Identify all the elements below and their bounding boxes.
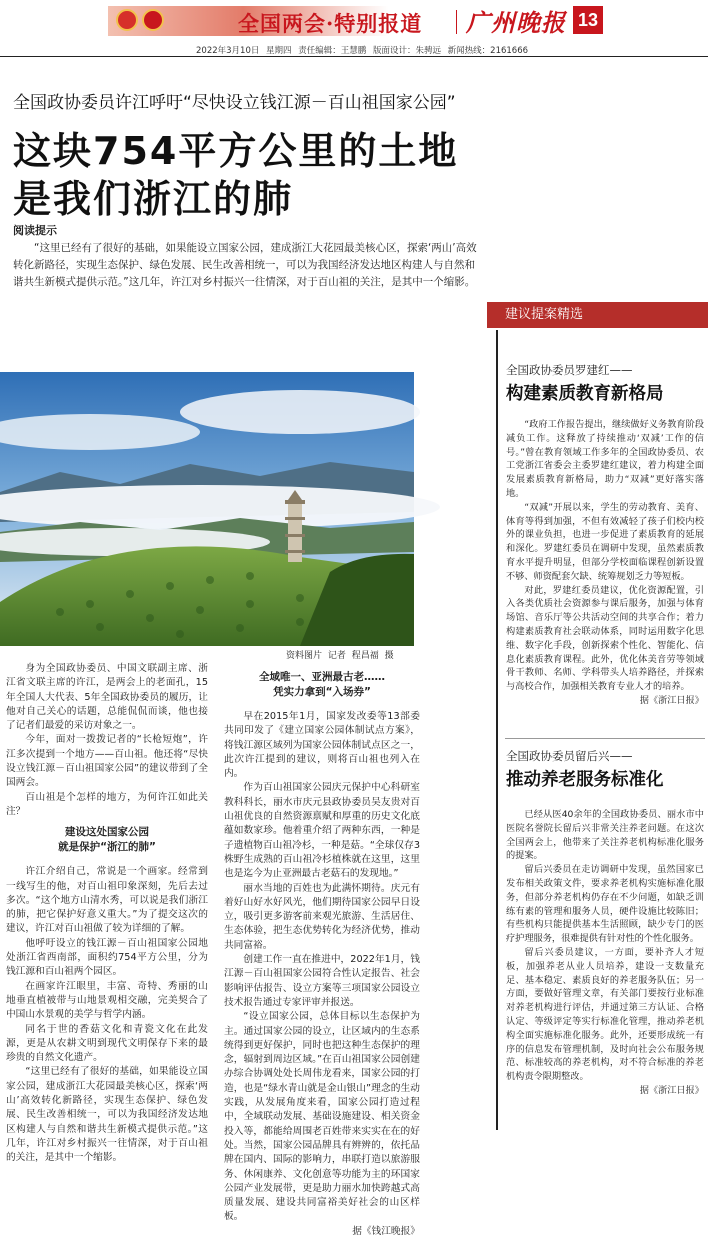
paragraph: “政府工作报告提出，继续做好义务教育阶段减负工作。这释放了持续推动‘双减’工作的信号。”曾在教育领域工作多年的全国政协委员、农工党浙江省委会主委罗建红建议，着力构建全面发展素质教育新格局，助力“双减”更好落实落地。 bbox=[506, 419, 704, 499]
paragraph: 丽水当地的百姓也为此满怀期待。庆元有着好山好水好风光，他们期待国家公园早日设立，吸引更多游客前来观光旅游、生活居住、生态体验，把生态优势转化为经济优势，推动共同富裕。 bbox=[224, 882, 420, 951]
paragraph: “设立国家公园，总体目标以生态保护为主。通过国家公园的设立，让区域内的生态系统得到更好保护，同时也把这种生态保护的理念，辐射到周边区域。”在百山祖国家公园创建办综合协调处处长周伟龙看来，国家公园的打造，也是“绿水青山就是金山银山”理念的生动实践，从发展角度来看，国家公园打造过程中，全域联动发展、基础设施建设、相关资金投入等，都能给周围老百姓带来实实在在的好处。当然，国家公园品牌具有辨辨的，依托品牌在国内、国际的影响力，串联打造以旅游服务、休闲康养、文化创意等功能为主的环国家公园产业发展带，更是助力丽水加快跨越式高质量发展、建设共同富裕美好社会的山区样板。 bbox=[224, 1011, 420, 1223]
source-note: 据《浙江日报》 bbox=[639, 694, 704, 706]
page-number: 13 bbox=[573, 6, 603, 34]
banner-title: 全国两会·特别报道 bbox=[238, 11, 423, 36]
headline-line-2: 是我们浙江的肺 bbox=[13, 177, 294, 221]
paragraph: 百山祖是个怎样的地方，为何许江如此关注？ bbox=[6, 791, 208, 817]
paragraph: 在画家许江眼里，丰富、奇特、秀丽的山地垂直植被带与山地景观相交融，完美契合了中国山水景观的美学与哲学内涵。 bbox=[6, 980, 208, 1021]
paragraph: 早在2015年1月，国家发改委等13部委共同印发了《建立国家公园体制试点方案》，将钱江源区域列为国家公园体制试点区之一，此次许江提到的建议，则将百山祖也列入在内。 bbox=[224, 711, 420, 780]
headline-line-1: 这块754平方公里的土地 bbox=[13, 129, 459, 173]
subheading-line: 建设这处国家公园 bbox=[65, 826, 149, 839]
sidebar-item-1-body bbox=[506, 418, 704, 708]
cppcc-emblem-icon bbox=[142, 9, 164, 31]
newspaper-logo: 广州晚报 bbox=[466, 8, 566, 37]
subheading-line: 凭实力拿到“入场券” bbox=[273, 686, 371, 698]
sidebar-header: 建议提案精选 bbox=[487, 302, 708, 328]
paragraph: 今年，面对一拨拨记者的“长枪短炮”，许江多次提到一个地方——百山祖。他还将“尽快设立钱江源－百山祖国家公园”的建议带到了全国两会。 bbox=[6, 734, 208, 789]
article-kicker: 全国政协委员许江呼吁“尽快设立钱江源－百山祖国家公园” bbox=[13, 93, 456, 113]
national-emblem-icon bbox=[116, 9, 138, 31]
subheading bbox=[6, 825, 208, 855]
issue-info-line: 2022年3月10日 星期四 责任编辑：王慧鹏 版面设计：朱骋远 新闻热线：2161666 bbox=[196, 46, 529, 56]
header-rule bbox=[0, 56, 708, 57]
source-note: 据《浙江日报》 bbox=[639, 1084, 704, 1096]
paragraph: 作为百山祖国家公园庆元保护中心科研室教科科长，丽水市庆元县政协委员吴友贵对百山祖优良的自然资源禀赋和厚重的历史文化底蕴如数家珍。他着重介绍了两种东西，一种是子遗植物百山祖冷杉，一种是菇。“全球仅存3株野生成熟的百山祖冷杉植株就在这里，这里也是迄今为止亚洲最古老菇石的发现地。” bbox=[224, 782, 420, 880]
subheading-line: 就是保护“浙江的肺” bbox=[58, 841, 156, 854]
lead-title: 阅读提示 bbox=[13, 224, 57, 237]
sidebar-item-2-headline: 推动养老服务标准化 bbox=[506, 770, 664, 790]
subheading-line: 全域唯一、亚洲最古老…… bbox=[259, 671, 385, 683]
paragraph: 他呼吁设立的钱江源－百山祖国家公园地处浙江省西南部，面积约754平方公里，分为钱江源和百山祖两个园区。 bbox=[6, 937, 208, 978]
paragraph: 已经从医40余年的全国政协委员、丽水市中医院名誉院长留后兴非常关注养老问题。在这次全国两会上，他带来了关注养老机构标准化服务的提案。 bbox=[506, 809, 704, 862]
mountain-photo bbox=[0, 372, 414, 646]
body-column-2 bbox=[224, 670, 420, 1239]
subheading bbox=[224, 670, 420, 700]
sidebar-item-2-body bbox=[506, 808, 704, 1098]
header-divider bbox=[456, 10, 457, 34]
paragraph: 身为全国政协委员、中国文联副主席、浙江省文联主席的许江，是两会上的老面孔，15年全国人大代表、5年全国政协委员的履历，让他对自己关心的话题，总能侃侃而谈，他也接了记者们最爱的采访对象之一。 bbox=[6, 663, 208, 732]
paragraph: 留后兴委员在走访调研中发现，虽然国家已发布相关政策文件，要求养老机构实施标准化服务，但部分养老机构仍存在不少问题，如缺乏训练有素的管理和服务人员，硬件设施比较陈旧；有些机构只能提供基本生活照顾，缺少专门的医疗护理服务，很难提供有针对性的个性化服务。 bbox=[506, 864, 704, 945]
paragraph: 留后兴委员建议，一方面，要补齐人才短板，加强养老从业人员培养，建设一支数量充足、基本稳定、素质良好的养老服务队伍；另一方面，要做好管理文章，有关部门要按行业标准对养老机构进行评估，并通过第三方认证、合格认定、等级评定等实行标准化管理，推动养老机构全面实施标准化服务。此外，还要形成统一有序的信息发布管理机制，及时向社会公布服务规范、标准较高的养老机构，对不符合标准的养老机构责令限期整改。 bbox=[506, 946, 704, 1083]
pagoda-icon bbox=[285, 490, 305, 562]
paragraph: “双减”开展以来，学生的劳动教育、美育、体育等得到加强，不但有效减轻了孩子们校内校外的课业负担，也进一步促进了素质教育的延展和深化。罗建红委员在调研中发现，虽然素质教育水平提升明显，但部分学校面临课程创新设置不够、师资配套欠缺、统筹规划乏力等短板。 bbox=[506, 501, 704, 582]
sidebar-rule bbox=[496, 330, 498, 1130]
lead-text: “这里已经有了很好的基础，如果能设立国家公园，建成浙江大花园最美核心区，探索‘两山’高效转化新路径，实现生态保护、绿色发展、民生改善相统一，可以为我国经济发达地区构建人与自然和谐共生新模式提供示范。”这几年，许江对乡村振兴一往情深，对于百山祖的关注，是其中一个缩影。 bbox=[13, 242, 477, 288]
sidebar-divider bbox=[505, 738, 705, 739]
paragraph: “这里已经有了很好的基础，如果能设立国家公园，建成浙江大花园最美核心区，探索‘两山’高效转化新路径，实现生态保护、绿色发展、民生改善相统一，可以为我国经济发达地区构建人与自然和谐共生新模式提供示范。”这几年，许江对乡村振兴一往情深，对于百山祖的关注，是其中一个缩影。 bbox=[6, 1066, 208, 1164]
sidebar-item-1-title: 全国政协委员罗建红—— bbox=[506, 363, 633, 377]
paragraph: 许江介绍自己，常说是一个画家。经常到一线写生的他，对百山祖印象深刻，先后去过多次。“这个地方山清水秀，可以说是我们浙江的肺，把它保护好意义重大。”为了提交这次的建议，许江对百山祖做了较为详细的了解。 bbox=[6, 866, 208, 935]
paragraph: 同名于世的香菇文化和青瓷文化在此发源，更是从农耕文明到现代文明保存下来的最珍贵的自然文化遗产。 bbox=[6, 1023, 208, 1064]
masthead bbox=[0, 0, 708, 56]
source-note: 据《钱江晚报》 bbox=[352, 1225, 420, 1237]
paragraph: 对此，罗建红委员建议，优化资源配置，引入各类优质社会资源参与课后服务，加强与体育场馆、音乐厅等公共活动空间的共享合作；着力构建素质教育社会联动体系，同时运用数字化思维、数字化手段，创新探索个性化、智能化、信息化素质教育课程。此外，优化体美音劳等领域骨干教师、名师、学科带头人培养路径，并探索与高校合作，加强相关教育专业人才的培养。 bbox=[506, 584, 704, 693]
landscape-image bbox=[0, 372, 414, 646]
sidebar-item-1-headline: 构建素质教育新格局 bbox=[506, 384, 664, 404]
sidebar-item-2-title: 全国政协委员留后兴—— bbox=[506, 749, 633, 763]
photo-credit: 资料图片 记者 程昌福 摄 bbox=[286, 651, 394, 661]
paragraph: 创建工作一直在推进中，2022年1月，钱江源－百山祖国家公园符合性认定报告、社会影响评估报告、设立方案等三项国家公园设立技术报告通过专家评审并报送。 bbox=[224, 954, 420, 1008]
body-column-1 bbox=[6, 662, 208, 1166]
